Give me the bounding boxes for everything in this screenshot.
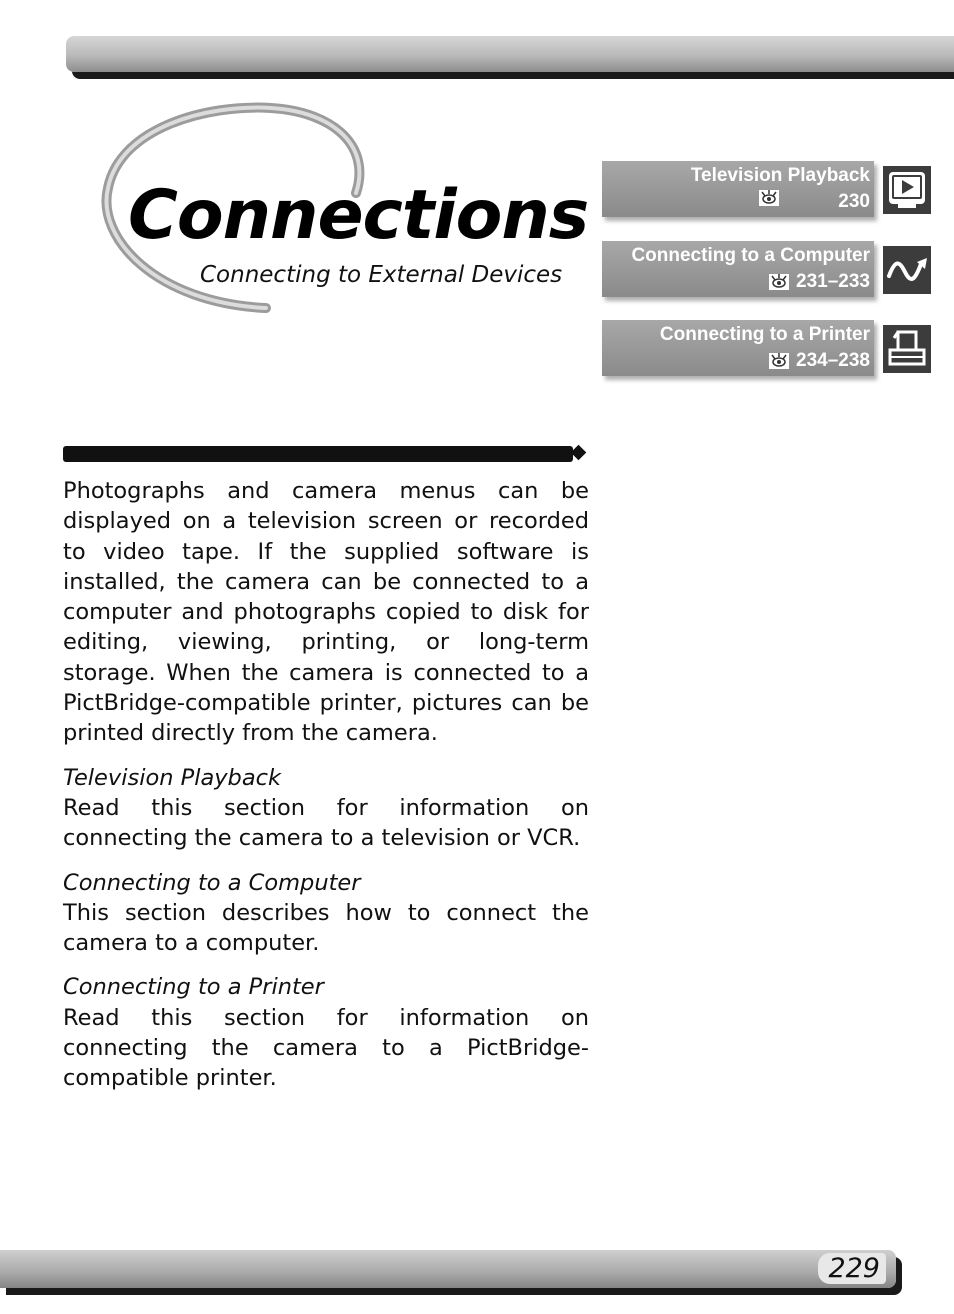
nav-tab-pages: 230 <box>838 191 870 212</box>
section-text: Read this section for information on connecting the camera to a PictBridge-compatible printer. <box>63 1004 589 1092</box>
body-column <box>63 476 589 1094</box>
section-title: Connecting to a Printer <box>63 974 324 1001</box>
section-rule <box>63 446 573 462</box>
nav-tab-pages: 234–238 <box>796 350 870 371</box>
nav-tab-connecting-printer[interactable] <box>602 320 874 376</box>
nav-tab-label: Television Playback <box>690 165 870 186</box>
page-reference-icon <box>758 189 780 207</box>
page-number: 229 <box>818 1253 886 1284</box>
intro-paragraph: Photographs and camera menus can be displayed on a television screen or recorded to video tape. If the supplied software is installed, the camera can be connected to a computer and photographs copied to disk for editing, viewing, printing, or long-term storage. When the camera is connected to a PictBridge-compatible printer, pictures can be printed directly from the camera. <box>63 478 589 747</box>
nav-tab-connecting-computer[interactable] <box>602 241 874 297</box>
nav-tab-pages: 231–233 <box>796 271 870 292</box>
section-title: Television Playback <box>63 764 282 791</box>
section-connecting-computer <box>63 868 589 959</box>
nav-tab-television-playback[interactable] <box>602 161 874 217</box>
top-decorative-bar <box>66 36 954 72</box>
page-subtitle: Connecting to External Devices <box>200 262 563 288</box>
section-connecting-printer <box>63 972 589 1093</box>
section-text: Read this section for information on connecting the camera to a television or VCR. <box>63 794 589 852</box>
page-reference-icon <box>768 352 790 370</box>
usb-cable-icon <box>883 246 931 294</box>
nav-tab-label: Connecting to a Computer <box>631 245 870 266</box>
page-title: Connections <box>128 176 589 255</box>
bottom-decorative-bar <box>0 1250 896 1288</box>
rule-diamond <box>571 445 587 461</box>
nav-tab-label: Connecting to a Printer <box>659 324 870 345</box>
section-text: This section describes how to connect the camera to a computer. <box>63 899 589 957</box>
section-title: Connecting to a Computer <box>63 869 361 896</box>
section-television-playback <box>63 763 589 854</box>
tv-playback-icon <box>883 166 931 214</box>
printer-icon <box>883 325 931 373</box>
page-reference-icon <box>768 273 790 291</box>
